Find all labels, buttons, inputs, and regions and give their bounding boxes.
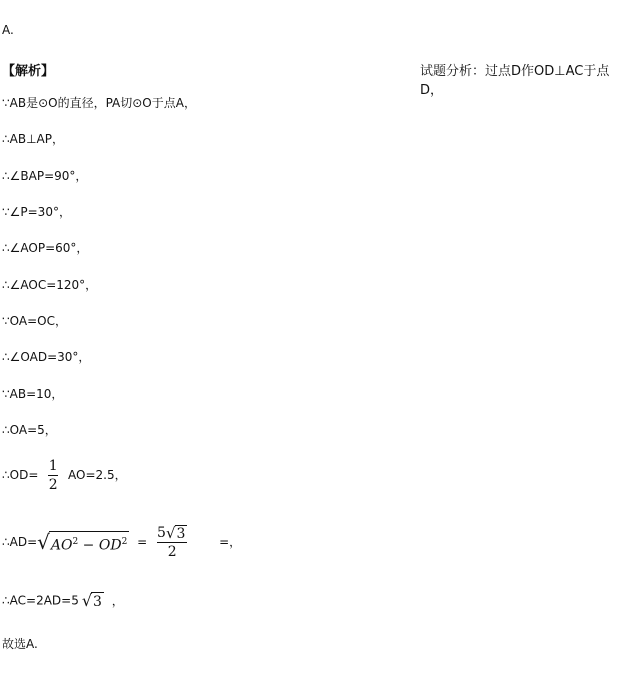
- radical-sign-icon: √: [37, 529, 50, 554]
- step-line-2: ∴AB⊥AP，: [2, 132, 64, 146]
- ad-suffix: =，: [219, 535, 242, 549]
- minus-sign: −: [82, 537, 95, 554]
- step-line-5: ∴∠AOP=60°，: [2, 241, 89, 255]
- analysis-label: 【解析】: [2, 64, 55, 79]
- numerator-radical: [166, 525, 187, 541]
- ac-suffix: ，: [111, 593, 124, 608]
- radicand-term-ao: AO: [50, 537, 73, 554]
- numerator-radicand: 3: [176, 526, 186, 542]
- step-line-4: ∵∠P=30°，: [2, 205, 71, 219]
- ad-prefix: ∴AD=: [2, 535, 38, 549]
- radicand-term-od: OD: [98, 537, 122, 554]
- radical-sign-icon: √: [165, 524, 176, 542]
- ac-radicand: 3: [93, 594, 102, 610]
- step-line-1: ∵AB是⊙O的直径，PA切⊙O于点A，: [2, 96, 196, 110]
- fraction-bar: [157, 542, 187, 543]
- step-line-3: ∴∠BAP=90°，: [2, 169, 88, 183]
- answer-line: A.: [2, 23, 14, 37]
- ad-fraction: [157, 525, 187, 560]
- fraction-numerator: 1: [48, 458, 58, 474]
- exponent-ao: 2: [72, 536, 79, 547]
- ac-prefix: ∴AC=2AD=5: [2, 593, 79, 608]
- ad-equals: =: [137, 535, 148, 549]
- fraction-denominator: 2: [48, 477, 58, 493]
- analysis-intro: 试题分析：过点D作OD⊥AC于点D，: [420, 64, 610, 98]
- ad-fraction-denominator: 2: [167, 544, 177, 560]
- step-line-9: ∵AB=10，: [2, 387, 64, 401]
- od-equation: [2, 458, 127, 493]
- ad-radical: [37, 531, 129, 555]
- ac-equation: [2, 592, 124, 610]
- fraction-bar: [48, 475, 58, 476]
- ac-radical: [82, 592, 104, 610]
- exponent-od: 2: [121, 536, 128, 547]
- ad-fraction-numerator: [157, 525, 187, 541]
- step-line-10: ∴OA=5，: [2, 423, 57, 437]
- od-prefix: ∴OD=: [2, 468, 39, 482]
- ad-equation: [2, 525, 241, 560]
- od-suffix: AO=2.5，: [68, 468, 127, 482]
- radical-sign-icon: √: [81, 591, 93, 610]
- ad-radicand: [49, 531, 129, 555]
- step-line-7: ∵OA=OC，: [2, 314, 67, 328]
- step-line-6: ∴∠AOC=120°，: [2, 278, 98, 292]
- half-fraction: [48, 458, 58, 493]
- numerator-coefficient: 5: [157, 525, 166, 541]
- step-line-8: ∴∠OAD=30°，: [2, 350, 91, 364]
- conclusion-line: 故选A.: [2, 637, 38, 651]
